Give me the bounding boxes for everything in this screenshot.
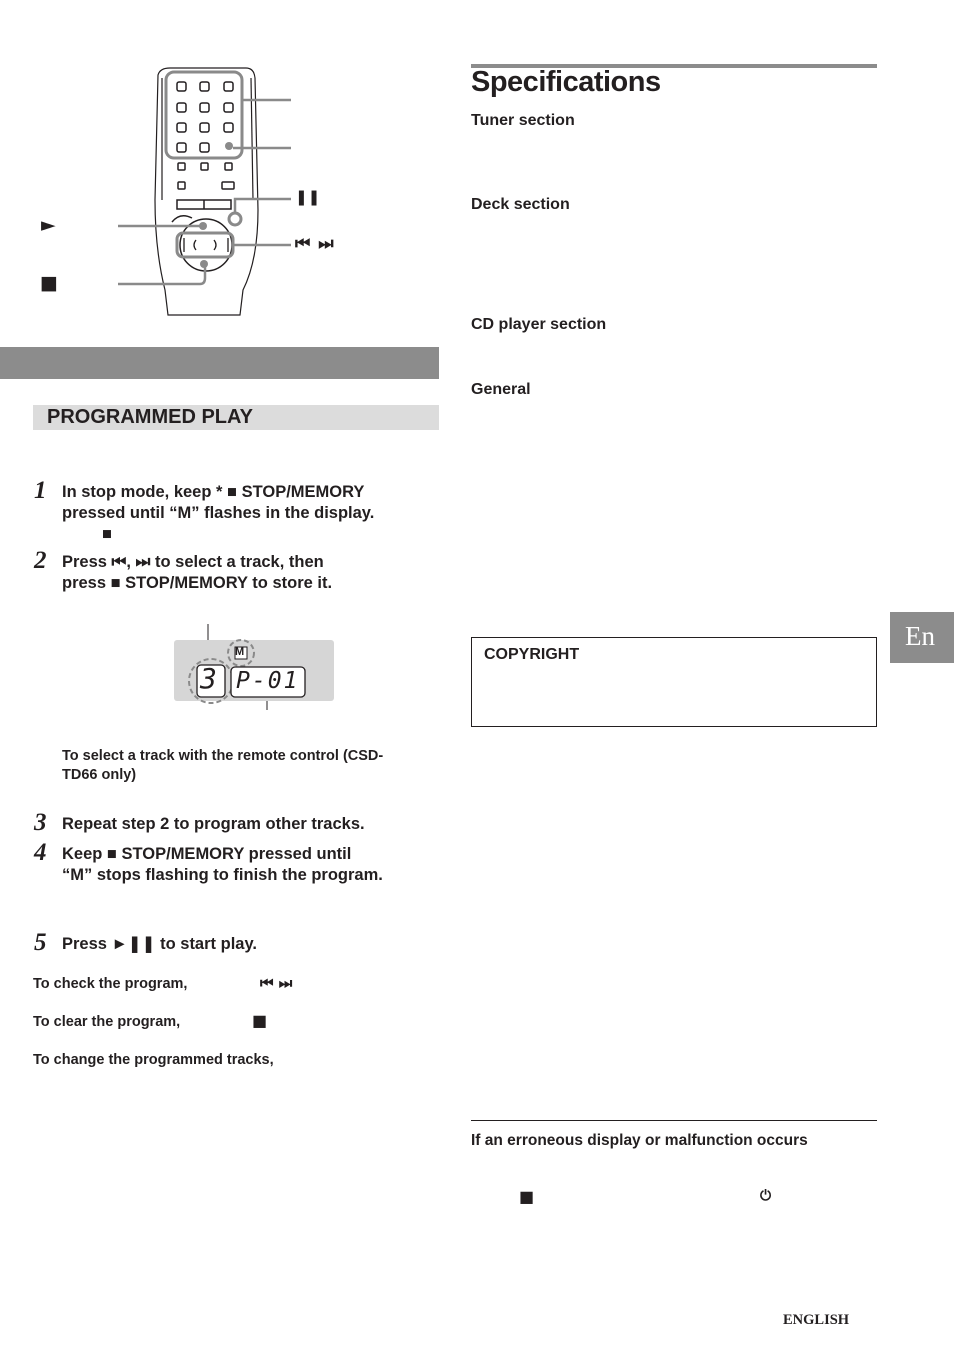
power-icon: ⏻ <box>760 1188 772 1204</box>
malfunction-stop-symbol: ■ <box>519 1187 535 1206</box>
malfunction-rule <box>471 1120 877 1121</box>
deck-section-heading: Deck section <box>471 196 570 213</box>
step-1-line3: ■ <box>102 525 112 543</box>
remote-note-line2: TD66 only) <box>62 767 137 783</box>
step-2-number: 2 <box>34 547 47 574</box>
remote-note-line1: To select a track with the remote control (CSD- <box>62 748 384 764</box>
section-bar <box>0 347 439 379</box>
remote-note <box>62 747 383 785</box>
clear-program-label: To clear the program, <box>33 1014 181 1030</box>
change-program-label: To change the programmed tracks, <box>33 1052 274 1068</box>
remote-control-illustration <box>0 60 440 330</box>
step-1-line2: pressed until “M” flashes in the display. <box>62 504 375 522</box>
step-1-line1: In stop mode, keep * ■ STOP/MEMORY <box>62 483 365 501</box>
step-4-text <box>62 844 383 886</box>
stop-label: ■ <box>40 272 58 294</box>
check-program-symbols: ⏮ ⏭ <box>260 974 293 992</box>
pause-label: ❚❚ <box>295 188 321 206</box>
programmed-play-header <box>33 405 439 430</box>
display-illustration <box>174 620 336 710</box>
cd-player-section-heading: CD player section <box>471 316 607 333</box>
step-2-text <box>62 552 332 594</box>
copyright-heading: COPYRIGHT <box>484 646 580 663</box>
step-4-number: 4 <box>34 839 47 866</box>
programmed-play-title: PROGRAMMED PLAY <box>47 406 253 428</box>
check-program-label: To check the program, <box>33 976 188 992</box>
step-5-number: 5 <box>34 929 47 956</box>
display-track-number: 3 <box>200 662 217 695</box>
step-4-line2: “M” stops flashing to finish the program. <box>62 866 383 884</box>
tuner-section-heading: Tuner section <box>471 112 575 129</box>
language-tab <box>890 612 954 663</box>
step-4-line1: Keep ■ STOP/MEMORY pressed until <box>62 845 352 863</box>
step-2-line2: press ■ STOP/MEMORY to store it. <box>62 574 333 592</box>
step-1-number: 1 <box>34 477 47 504</box>
play-label: ► <box>41 214 56 236</box>
step-1-text <box>62 482 374 545</box>
step-2-line1: Press ⏮, ⏭ to select a track, then <box>62 553 324 571</box>
copyright-box <box>471 637 877 727</box>
language-tab-label: En <box>905 621 935 651</box>
malfunction-heading: If an erroneous display or malfunction occurs <box>471 1132 808 1149</box>
step-3-number: 3 <box>34 809 47 836</box>
footer-language: ENGLISH <box>783 1312 850 1328</box>
step-3-text: Repeat step 2 to program other tracks. <box>62 815 365 833</box>
step-5-text: Press ►❚❚ to start play. <box>62 935 257 953</box>
skip-label: ⏮ ⏭ <box>295 234 335 254</box>
display-program-number: P-01 <box>236 668 300 694</box>
specifications-title: Specifications <box>471 66 661 98</box>
clear-program-symbol: ■ <box>252 1011 268 1030</box>
memory-indicator: M <box>235 646 245 658</box>
general-section-heading: General <box>471 381 531 398</box>
